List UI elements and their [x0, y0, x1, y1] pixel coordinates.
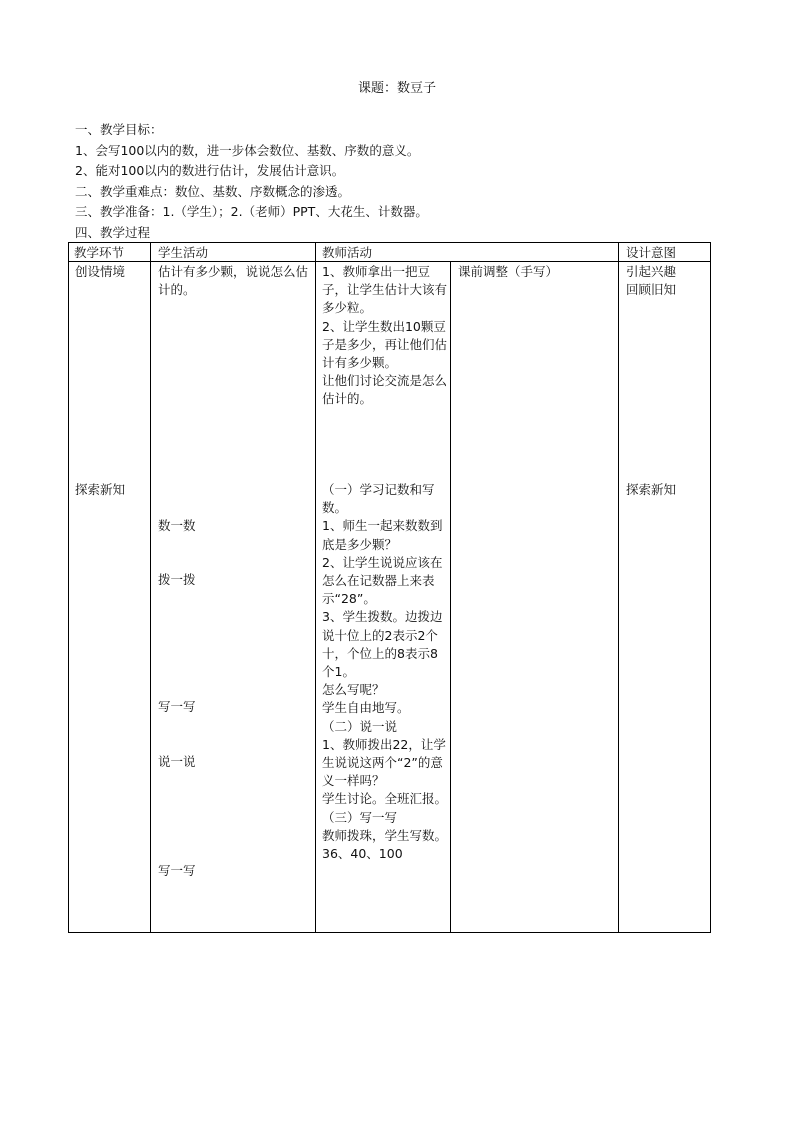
teacher-step: 1、教师拿出一把豆子，让学生估计大该有多少粒。 [322, 264, 448, 316]
column-divider [618, 243, 619, 932]
teacher-step: 3、学生拨数。边拨边说十位上的2表示2个十，个位上的8表示8个1。 [322, 609, 443, 680]
student-activity: 数一数 [158, 518, 196, 533]
teacher-step: 36、40、100 [322, 846, 403, 862]
student-activity: 说一说 [158, 754, 196, 769]
header-intent: 设计意图 [626, 245, 677, 260]
teacher-activity [322, 263, 448, 409]
header-teacher: 教师活动 [322, 245, 373, 260]
lesson-table [68, 242, 711, 933]
goals-heading: 一、教学目标： [75, 122, 163, 137]
goal-item: 2、能对100以内的数进行估计，发展估计意识。 [75, 163, 345, 179]
intro-section [75, 120, 715, 244]
teacher-step: 让他们讨论交流是怎么估计的。 [322, 373, 448, 407]
difficulty-line: 二、教学重难点：数位、基数、序数概念的渗透。 [75, 183, 351, 199]
process-heading: 四、教学过程 [75, 224, 151, 240]
teacher-step: 教师拨珠，学生写数。 [322, 827, 448, 843]
teacher-step: （二）说一说 [322, 718, 398, 734]
student-activity: 拨一拨 [158, 572, 196, 587]
page-title: 课题：数豆子 [357, 81, 436, 96]
teacher-step: 1、教师拨出22，让学生说说这两个“2”的意义一样吗？ [322, 736, 446, 789]
header-stage: 教学环节 [74, 245, 125, 260]
column-divider [315, 243, 316, 932]
teacher-step: 学生自由地写。 [322, 700, 410, 716]
teacher-activity [322, 481, 448, 863]
teacher-step: 怎么写呢？ [322, 682, 385, 698]
teacher-step: 学生讨论。全班汇报。 [322, 791, 448, 807]
design-intent: 探索新知 [626, 482, 677, 497]
student-activity: 写一写 [158, 863, 196, 878]
header-divider [69, 261, 710, 262]
column-divider [450, 262, 451, 932]
teacher-step: 1、师生一起来数数到底是多少颗？ [322, 518, 443, 552]
teacher-step: （三）写一写 [322, 809, 398, 825]
preparation-line: 三、教学准备：1.（学生）；2.（老师）PPT、大花生、计数器。 [75, 204, 428, 220]
goal-item: 1、会写100以内的数，进一步体会数位、基数、序数的意义。 [75, 142, 420, 158]
student-activity: 写一写 [158, 699, 196, 714]
design-intent: 回顾旧知 [626, 282, 677, 297]
header-student: 学生活动 [158, 245, 209, 260]
teacher-step: 2、让学生说说应该在怎么在记数器上来表示“28”。 [322, 554, 443, 607]
teacher-step: 2、让学生数出10颗豆子是多少，再让他们估计有多少颗。 [322, 318, 448, 371]
teacher-step: （一）学习记数和写数。 [322, 482, 435, 516]
stage-label: 创设情境 [75, 264, 126, 279]
adjustment-note: 课前调整（手写） [458, 264, 559, 279]
design-intent: 引起兴趣 [626, 264, 677, 279]
stage-label: 探索新知 [75, 482, 126, 497]
student-activity: 估计有多少颗，说说怎么估计的。 [158, 264, 309, 298]
column-divider [150, 243, 151, 932]
